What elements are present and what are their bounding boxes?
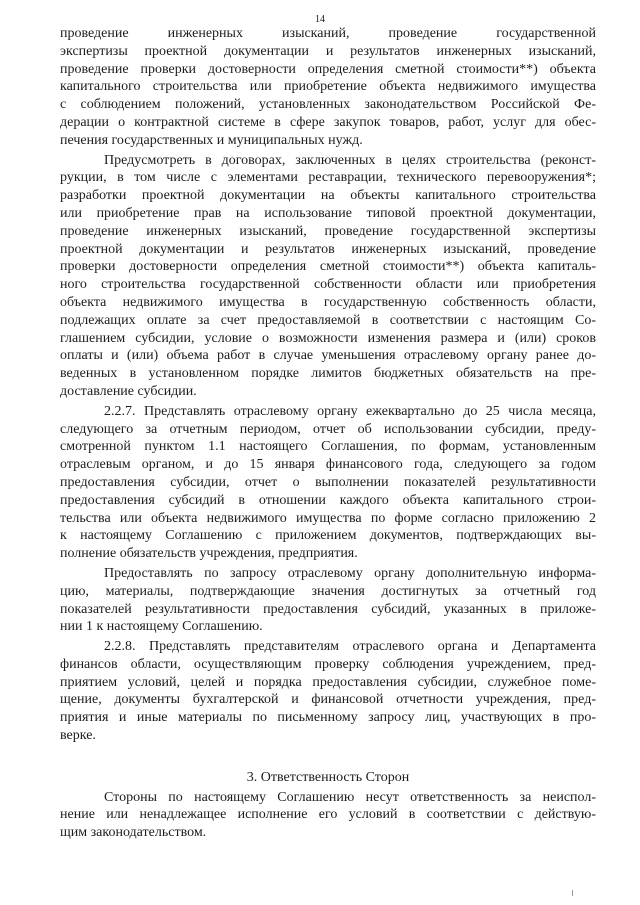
text-line: Предусмотреть в договорах, заключенных в целях строительства (реконст-	[104, 152, 596, 168]
text-line: разработки проектной документации на объекты капитального строительства	[60, 188, 596, 204]
text-line: полнение обязательств учреждения, предприятия.	[60, 546, 358, 562]
text-line: объекта недвижимого имущества в государственную собственность области,	[60, 294, 596, 310]
text-line: проверки достоверности определения сметной стоимости**) объекта капиталь-	[60, 259, 596, 275]
text-line: 2.2.8. Представлять представителям отраслевого органа и Департамента	[104, 639, 596, 655]
text-line: нии 1 к настоящему Соглашению.	[60, 619, 263, 635]
text-line: щение, документы бухгалтерской и финансовой отчетности учреждения, пред-	[60, 692, 596, 708]
text-line: 2.2.7. Представлять отраслевому органу ежеквартально до 25 числа месяца,	[104, 403, 596, 419]
text-line: предоставления субсидии, отчет о выполнении показателей результативности	[60, 474, 596, 490]
text-line: Предоставлять по запросу отраслевому органу дополнительную информа-	[104, 565, 596, 581]
text-line: смотренной пунктом 1.1 настоящего Соглашения, по формам, установленным	[60, 439, 596, 455]
document-body	[60, 25, 596, 842]
text-line: предоставления субсидий в отношении каждого объекта капитального строи-	[60, 492, 596, 508]
text-line: проведение инженерных изысканий, проведение государственной	[60, 26, 596, 41]
paragraph-4	[60, 565, 596, 636]
text-line: проектной документации и результатов инженерных изысканий, проведение	[60, 241, 596, 257]
clause-2-2-7	[60, 403, 596, 563]
text-line: тельства или объекта недвижимого имущества по форме согласно приложению 2	[60, 510, 596, 526]
text-line: проведение инженерных изысканий, проведение государственной экспертизы	[60, 223, 596, 239]
text-line: отраслевым органом, и до 15 января финансового года, следующего за годом	[60, 457, 596, 473]
scan-mark	[572, 890, 573, 896]
text-line: экспертизы проектной документации и результатов инженерных изысканий,	[60, 43, 596, 59]
text-line: щим законодательством.	[60, 825, 207, 841]
text-line: приятием условий, целей и порядка предоставления субсидии, служебное поме-	[60, 674, 596, 690]
text-line: с соблюдением положений, установленных законодательством Российской Фе-	[60, 97, 596, 113]
text-line: оплаты и (или) объема работ в случае уменьшения отраслевому органу ранее до-	[60, 348, 596, 364]
text-line: рукции, в том числе с элементами реставрации, технического перевооружения*;	[60, 170, 596, 186]
text-line: глашением субсидии, условие о возможности изменения размера и (или) сроков	[60, 330, 596, 346]
text-line: ного строительства государственной собственности области или приобретения	[60, 277, 596, 293]
text-line: показателей результативности предоставления субсидий, указанных в приложе-	[60, 601, 596, 617]
clause-2-2-8	[60, 638, 596, 745]
text-line: к настоящему Соглашению с приложением документов, подтверждающих вы-	[60, 528, 596, 544]
paragraph-2	[60, 152, 596, 401]
text-line: следующего за отчетным периодом, отчет об использовании субсидии, преду-	[60, 421, 596, 437]
text-line: финансов области, осуществляющим проверку соблюдения учреждением, пред-	[60, 656, 596, 672]
text-line: капитального строительства или приобретение объекта недвижимого имущества	[60, 79, 596, 95]
text-line: проведение проверки достоверности определения сметной стоимости**) объекта	[60, 61, 596, 77]
section-3-body	[60, 789, 596, 842]
text-line: веденных в установленном порядке лимитов бюджетных обязательств на пре-	[60, 366, 596, 382]
text-line: печения государственных и муниципальных нужд.	[60, 132, 363, 148]
section-heading: 3. Ответственность Сторон	[246, 769, 410, 785]
text-line: подлежащих оплате за счет предоставляемой в соответствии с настоящим Со-	[60, 312, 596, 328]
text-line: цию, материалы, подтверждающие значения достигнутых за отчетный год	[60, 583, 596, 599]
text-line: Стороны по настоящему Соглашению несут ответственность за неиспол-	[104, 789, 596, 805]
paragraph-1	[60, 25, 596, 150]
text-line: или приобретение прав на использование типовой проектной документации,	[60, 205, 596, 221]
text-line: дерации о контрактной системе в сфере закупок товаров, работ, услуг для обес-	[60, 114, 596, 130]
text-line: доставление субсидии.	[60, 383, 197, 399]
text-line: верке.	[60, 728, 96, 744]
page-number: 14	[315, 14, 325, 25]
text-line: нение или ненадлежащее исполнение его условий в соответствии с действую-	[60, 807, 596, 823]
text-line: приятия и иные материалы по письменному запросу лиц, участвующих в про-	[60, 710, 596, 726]
